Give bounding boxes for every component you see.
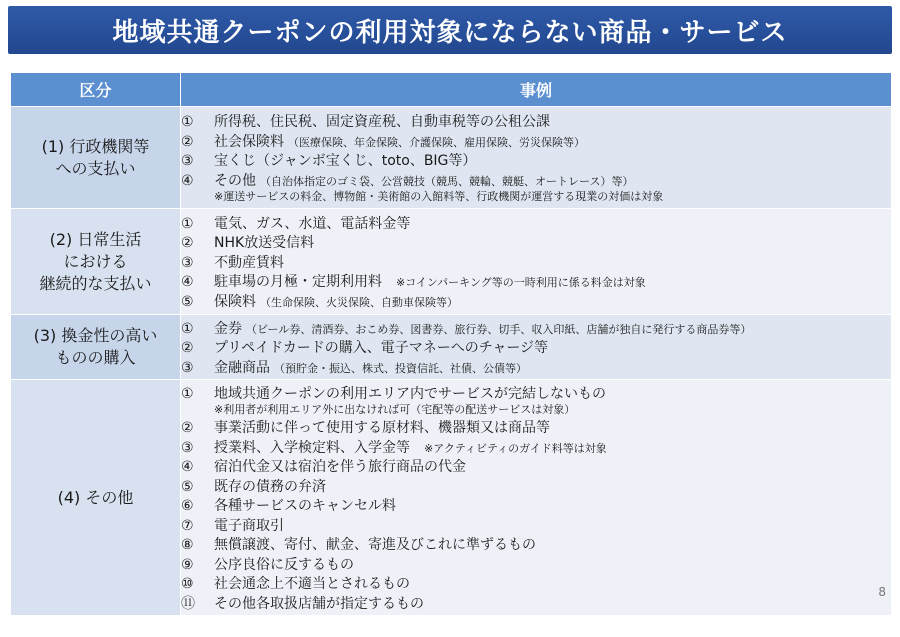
list-item bbox=[181, 150, 891, 170]
item-label: 駐車場の月極・定期利用料 bbox=[214, 274, 382, 291]
page-title: 地域共通クーポンの利用対象にならない商品・サービス bbox=[112, 17, 788, 48]
item-label: 所得税、住民税、固定資産税、自動車税等の公租公課 bbox=[214, 114, 550, 130]
item-number: ⑩ bbox=[181, 576, 194, 593]
item-label: 宝くじ（ジャンボ宝くじ、toto、BIG等） bbox=[214, 153, 477, 169]
list-item bbox=[181, 456, 891, 476]
list-item bbox=[181, 437, 891, 457]
item-note: （預貯金・振込、株式、投資信託、社債、公債等） bbox=[274, 361, 527, 375]
item-number: ① bbox=[181, 114, 194, 130]
item-number: ① bbox=[181, 320, 194, 337]
item-note: ※アクティビティのガイド料等は対象 bbox=[424, 441, 607, 455]
exclusion-table bbox=[10, 72, 892, 616]
list-item bbox=[181, 213, 891, 233]
category-cell: (4) その他 bbox=[11, 380, 181, 616]
item-note: （ビール券、清酒券、おこめ券、図書券、旅行券、切手、収入印紙、店舗が独自に発行する商品券等） bbox=[246, 322, 752, 336]
list-item bbox=[181, 417, 891, 437]
item-number: ③ bbox=[181, 439, 194, 456]
item-label: 事業活動に伴って使用する原材料、機器類又は商品等 bbox=[214, 420, 550, 437]
list-item bbox=[181, 515, 891, 535]
category-cell: (3) 換金性の高い ものの購入 bbox=[11, 315, 181, 380]
item-label: 地域共通クーポンの利用エリア内でサービスが完結しないもの bbox=[214, 385, 606, 402]
examples-cell bbox=[181, 209, 892, 315]
item-label: 電気、ガス、水道、電話料金等 bbox=[214, 215, 411, 232]
item-label: 宿泊代金又は宿泊を伴う旅行商品の代金 bbox=[214, 459, 466, 476]
item-subnote: ※運送サービスの料金、博物館・美術館の入館料等、行政機関が運営する現業の対価は対象 bbox=[214, 190, 664, 203]
item-label: NHK放送受信料 bbox=[214, 235, 315, 252]
item-number: ⑦ bbox=[181, 517, 194, 534]
table-row bbox=[11, 380, 892, 616]
item-number: ③ bbox=[181, 359, 194, 376]
item-number: ① bbox=[181, 215, 194, 232]
table-row bbox=[11, 209, 892, 315]
item-note: （生命保険、火災保険、自動車保険等） bbox=[260, 295, 458, 309]
list-item bbox=[181, 534, 891, 554]
page-number: 8 bbox=[878, 585, 886, 599]
item-label: 社会通念上不適当とされるもの bbox=[214, 576, 410, 593]
item-label: 授業料、入学検定料、入学金等 bbox=[214, 439, 410, 456]
item-label: 公序良俗に反するもの bbox=[214, 556, 354, 573]
table-row bbox=[11, 107, 892, 209]
examples-cell bbox=[181, 315, 892, 380]
item-number: ④ bbox=[181, 459, 194, 476]
item-label: 既存の債務の弁済 bbox=[214, 478, 326, 495]
item-label: 各種サービスのキャンセル料 bbox=[214, 498, 396, 515]
examples-cell bbox=[181, 380, 892, 616]
list-item bbox=[181, 111, 891, 131]
item-label: 保険料 bbox=[214, 293, 256, 310]
item-label: 金券 bbox=[214, 320, 242, 337]
item-number: ② bbox=[181, 340, 194, 357]
list-item bbox=[181, 232, 891, 252]
list-item bbox=[181, 476, 891, 496]
list-item bbox=[181, 357, 891, 377]
header-examples: 事例 bbox=[181, 73, 892, 107]
table-row bbox=[11, 315, 892, 380]
item-label: その他 bbox=[214, 172, 256, 189]
item-label: 不動産賃料 bbox=[214, 254, 284, 271]
item-label: 社会保険料 bbox=[214, 133, 284, 150]
table-header-row bbox=[11, 73, 892, 107]
item-label: その他各取扱店舗が指定するもの bbox=[214, 595, 424, 612]
list-item bbox=[181, 383, 891, 403]
list-item bbox=[181, 318, 891, 338]
list-item bbox=[181, 170, 891, 190]
item-label: 金融商品 bbox=[214, 359, 270, 376]
item-note: （医療保険、年金保険、介護保険、雇用保険、労災保険等） bbox=[288, 135, 585, 149]
item-number: ⑤ bbox=[181, 478, 194, 495]
list-item bbox=[181, 495, 891, 515]
item-number: ② bbox=[181, 420, 194, 437]
item-number: ⑪ bbox=[181, 595, 195, 612]
item-label: プリペイドカードの購入、電子マネーへのチャージ等 bbox=[214, 340, 549, 357]
examples-cell bbox=[181, 107, 892, 209]
item-number: ① bbox=[181, 385, 194, 402]
table-body bbox=[11, 107, 892, 616]
title-bar bbox=[8, 6, 892, 54]
item-number: ④ bbox=[181, 274, 194, 291]
list-item bbox=[181, 554, 891, 574]
item-subnote: ※利用者が利用エリア外に出なければ可（宅配等の配送サービスは対象） bbox=[214, 403, 576, 417]
item-number: ⑤ bbox=[181, 293, 194, 310]
list-item bbox=[181, 593, 891, 613]
item-number: ② bbox=[181, 133, 194, 150]
item-number: ⑧ bbox=[181, 537, 194, 554]
item-number: ② bbox=[181, 235, 194, 252]
list-item bbox=[181, 337, 891, 357]
list-item bbox=[181, 131, 891, 151]
item-label: 無償譲渡、寄付、献金、寄進及びこれに準ずるもの bbox=[214, 537, 536, 554]
item-note: （自治体指定のゴミ袋、公営競技（競馬、競輪、競艇、オートレース）等） bbox=[260, 174, 634, 188]
item-number: ⑥ bbox=[181, 498, 194, 515]
category-cell: (2) 日常生活 における 継続的な支払い bbox=[11, 209, 181, 315]
item-number: ④ bbox=[181, 172, 194, 189]
header-category: 区分 bbox=[11, 73, 181, 107]
item-label: 電子商取引 bbox=[214, 517, 284, 534]
item-note: ※コインパーキング等の一時利用に係る料金は対象 bbox=[396, 276, 646, 290]
item-number: ③ bbox=[181, 254, 194, 271]
item-number: ③ bbox=[181, 153, 194, 169]
list-item bbox=[181, 291, 891, 311]
list-item bbox=[181, 252, 891, 272]
list-item bbox=[181, 573, 891, 593]
item-number: ⑨ bbox=[181, 556, 194, 573]
list-item bbox=[181, 271, 891, 291]
category-cell: (1) 行政機関等 への支払い bbox=[11, 107, 181, 209]
